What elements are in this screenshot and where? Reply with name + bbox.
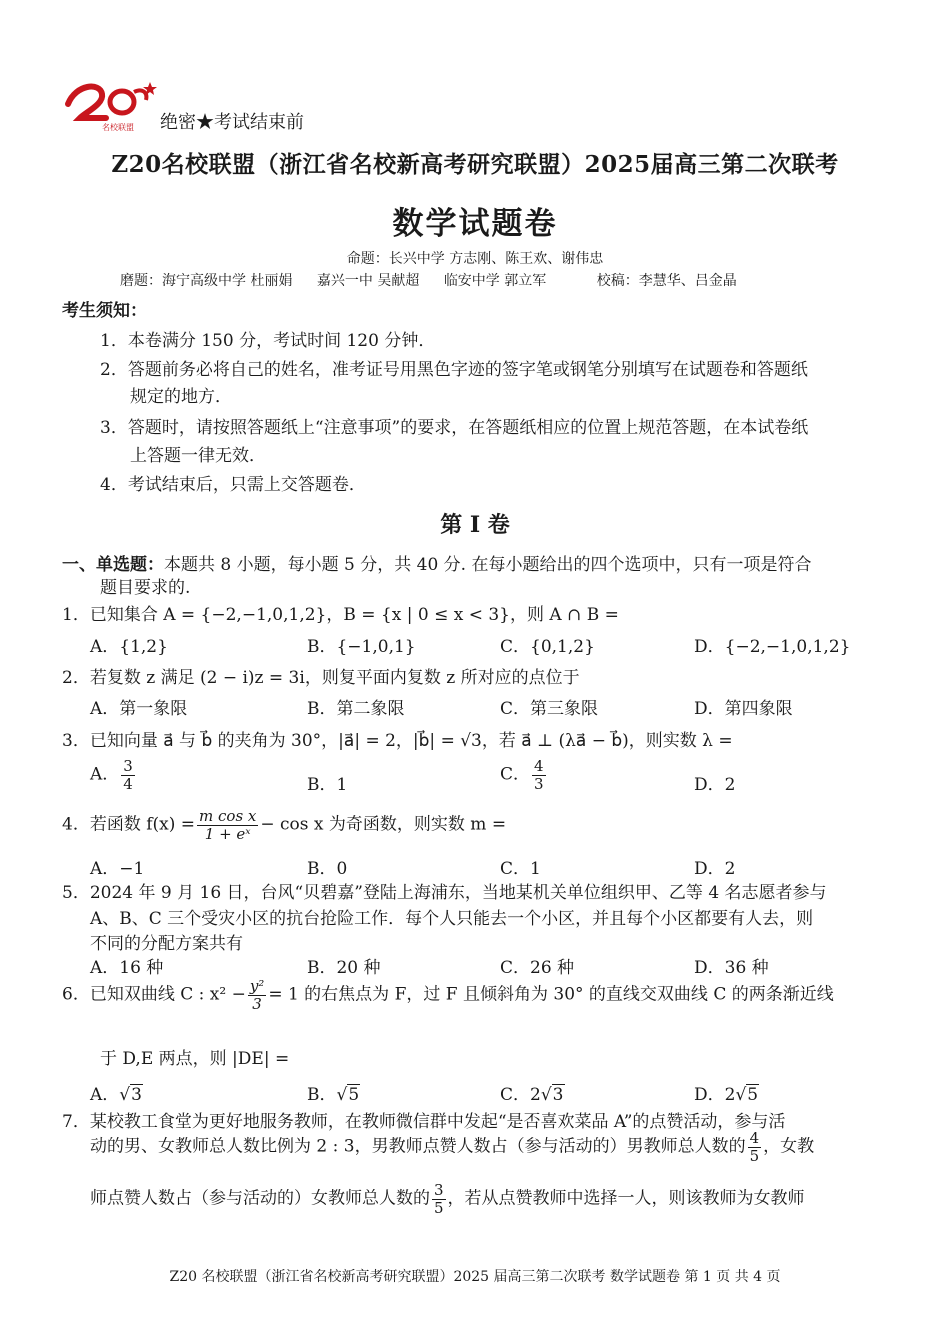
notice-item-4: 4．考试结束后，只需上交答题卷． bbox=[100, 475, 366, 495]
q5-option-b: B．20 种 bbox=[307, 958, 381, 978]
q7-line-3 bbox=[90, 1182, 805, 1216]
q5-option-c: C．26 种 bbox=[500, 958, 575, 978]
q5-option-a: A．16 种 bbox=[90, 958, 164, 978]
notice-heading: 考生须知： bbox=[62, 301, 147, 321]
subject-title: 数学试题卷 bbox=[392, 206, 558, 242]
credit-proof: 校稿：李慧华、吕金晶 bbox=[596, 273, 737, 289]
q6-line-2: 于 D,E 两点，则 |DE| = bbox=[100, 1049, 290, 1069]
q3-c-denominator: 3 bbox=[534, 774, 544, 793]
q4-fraction bbox=[197, 808, 258, 842]
q3-option-c-fraction bbox=[532, 758, 546, 792]
q1-option-d: D．{−2,−1,0,1,2} bbox=[694, 637, 851, 657]
q5-line-1: 5．2024 年 9 月 16 日，台风“贝碧嘉”登陆上海浦东，当地某机关单位组织甲、乙等 4 名志愿者参与 bbox=[62, 883, 827, 903]
credit-review-2: 嘉兴一中 吴献超 bbox=[316, 273, 420, 289]
q2-option-b: B．第二象限 bbox=[307, 699, 405, 719]
q6-b-radicand: 5 bbox=[348, 1085, 360, 1105]
q7-line-1: 7．某校教工食堂为更好地服务教师，在教师微信群中发起“是否喜欢菜品 A”的点赞活动，参与活 bbox=[62, 1112, 786, 1132]
q6-stem-a: 6．已知双曲线 C : x² − bbox=[62, 984, 246, 1005]
credit-review-3: 临安中学 郭立军 bbox=[443, 273, 547, 289]
q2-stem: 2．若复数 z 满足 (2 − i)z = 3i，则复平面内复数 z 所对应的点位于 bbox=[62, 668, 580, 688]
q3-option-c-label: C． bbox=[500, 764, 531, 785]
q2-option-a: A．第一象限 bbox=[90, 699, 188, 719]
logo-text: 名校联盟 bbox=[102, 123, 134, 132]
q4-stem-b: − cos x 为奇函数，则实数 m = bbox=[260, 814, 507, 835]
q6-option-b: B．√5 bbox=[307, 1085, 360, 1105]
q6-a-label: A． bbox=[90, 1085, 120, 1105]
credit-review-1: 磨题：海宁高级中学 杜丽娟 bbox=[120, 273, 293, 289]
q3-option-a-fraction bbox=[121, 758, 135, 792]
section-1-text-cont: 题目要求的. bbox=[100, 578, 191, 598]
q4-option-b: B．0 bbox=[307, 859, 348, 879]
notice-item-1: 1．本卷满分 150 分，考试时间 120 分钟． bbox=[100, 331, 436, 351]
q7-line-2 bbox=[90, 1130, 814, 1164]
q7-line-2-a: 动的男、女教师总人数比例为 2 : 3，男教师点赞人数占（参与活动的）男教师总人数的 bbox=[90, 1136, 746, 1157]
q3-option-b: B．1 bbox=[307, 775, 348, 795]
q6-denominator: 3 bbox=[252, 994, 262, 1013]
q4-option-c: C．1 bbox=[500, 859, 541, 879]
q4-option-d: D．2 bbox=[694, 859, 736, 879]
q5-option-d: D．36 种 bbox=[694, 958, 769, 978]
q6-option-a: A．√3 bbox=[90, 1085, 142, 1105]
q7-f2-denominator: 5 bbox=[434, 1198, 444, 1217]
league-logo-icon bbox=[62, 78, 158, 134]
q3-a-denominator: 4 bbox=[123, 774, 133, 793]
notice-item-2-cont: 规定的地方． bbox=[130, 387, 232, 407]
q6-option-c: C．2√3 bbox=[500, 1085, 564, 1105]
section-1-header bbox=[62, 550, 812, 575]
credits-authors: 命题：长兴中学 方志刚、陈王欢、谢伟忠 bbox=[346, 251, 604, 267]
q6-b-label: B． bbox=[307, 1085, 337, 1105]
q3-option-a-label: A． bbox=[90, 764, 120, 785]
q7-f1-denominator: 5 bbox=[749, 1146, 760, 1165]
q6-a-radicand: 3 bbox=[131, 1085, 142, 1105]
credits-reviewers bbox=[120, 270, 737, 290]
q2-option-c: C．第三象限 bbox=[500, 699, 599, 719]
q6-d-radicand: 5 bbox=[747, 1085, 759, 1105]
q5-line-3: 不同的分配方案共有 bbox=[90, 934, 243, 954]
page-footer: Z20 名校联盟（浙江省名校新高考研究联盟）2025 届高三第二次联考 数学试题卷 第 1 页 共 4 页 bbox=[169, 1269, 781, 1285]
q4-stem-a: 4．若函数 f(x) = bbox=[62, 814, 196, 835]
section-1-text: 本题共 8 小题，每小题 5 分，共 40 分. 在每小题给出的四个选项中，只有一项是符合 bbox=[164, 555, 812, 575]
q3-option-d: D．2 bbox=[694, 775, 736, 795]
notice-item-3-cont: 上答题一律无效． bbox=[130, 446, 266, 466]
q1-option-a: A．{1,2} bbox=[90, 637, 168, 657]
q7-fraction-1 bbox=[748, 1130, 762, 1164]
q3-option-c bbox=[500, 758, 548, 792]
q4-denominator: 1 + eˣ bbox=[204, 824, 251, 843]
q4-option-a: A．−1 bbox=[90, 859, 145, 879]
q3-a-numerator: 3 bbox=[123, 757, 133, 775]
q6-fraction bbox=[248, 978, 267, 1012]
q5-line-2: A、B、C 三个受灾小区的抗台抢险工作．每个人只能去一个小区，并且每个小区都要有人去，则 bbox=[90, 909, 814, 929]
q1-option-c: C．{0,1,2} bbox=[500, 637, 595, 657]
q6-c-label: C．2 bbox=[500, 1085, 541, 1105]
q7-line-3-b: ，若从点赞教师中选择一人，则该教师为女教师 bbox=[447, 1188, 805, 1209]
q6-stem-b: = 1 的右焦点为 F，过 F 且倾斜角为 30° 的直线交双曲线 C 的两条渐近线 bbox=[268, 984, 834, 1005]
q7-f1-numerator: 4 bbox=[749, 1129, 760, 1147]
q3-c-numerator: 4 bbox=[534, 757, 544, 775]
q6-stem bbox=[62, 978, 834, 1012]
q4-numerator: m cos x bbox=[199, 807, 257, 825]
volume-title: 第 I 卷 bbox=[440, 512, 510, 538]
q2-option-d: D．第四象限 bbox=[694, 699, 793, 719]
q7-line-2-b: ，女教 bbox=[763, 1136, 815, 1157]
q1-stem: 1．已知集合 A = {−2,−1,0,1,2}，B = {x | 0 ≤ x < 3}，则 A ∩ B = bbox=[62, 605, 619, 625]
notice-item-2: 2．答题前务必将自己的姓名，准考证号用黑色字迹的签字笔或钢笔分别填写在试题卷和答题纸 bbox=[100, 360, 808, 380]
q1-option-b: B．{−1,0,1} bbox=[307, 637, 416, 657]
q6-d-label: D．2 bbox=[694, 1085, 736, 1105]
notice-item-3: 3．答题时，请按照答题纸上“注意事项”的要求，在答题纸相应的位置上规范答题，在本试卷纸 bbox=[100, 418, 809, 438]
exam-title: Z20名校联盟（浙江省名校新高考研究联盟）2025届高三第二次联考 bbox=[111, 151, 839, 178]
q6-numerator: y² bbox=[249, 977, 265, 995]
q7-f2-numerator: 3 bbox=[434, 1181, 444, 1199]
q3-option-a bbox=[90, 758, 137, 792]
q6-c-radicand: 3 bbox=[552, 1085, 564, 1105]
section-1-label: 一、单选题： bbox=[62, 555, 164, 575]
q7-line-3-a: 师点赞人数占（参与活动的）女教师总人数的 bbox=[90, 1188, 430, 1209]
q4-stem bbox=[62, 808, 506, 842]
q6-option-d: D．2√5 bbox=[694, 1085, 759, 1105]
q7-fraction-2 bbox=[432, 1182, 446, 1216]
q3-stem: 3．已知向量 a⃗ 与 b⃗ 的夹角为 30°，|a⃗| = 2，|b⃗| = √3，若 a⃗ ⊥ (λa⃗ − b⃗)，则实数 λ = bbox=[62, 731, 733, 751]
confidential-label: 绝密★考试结束前 bbox=[160, 112, 304, 133]
